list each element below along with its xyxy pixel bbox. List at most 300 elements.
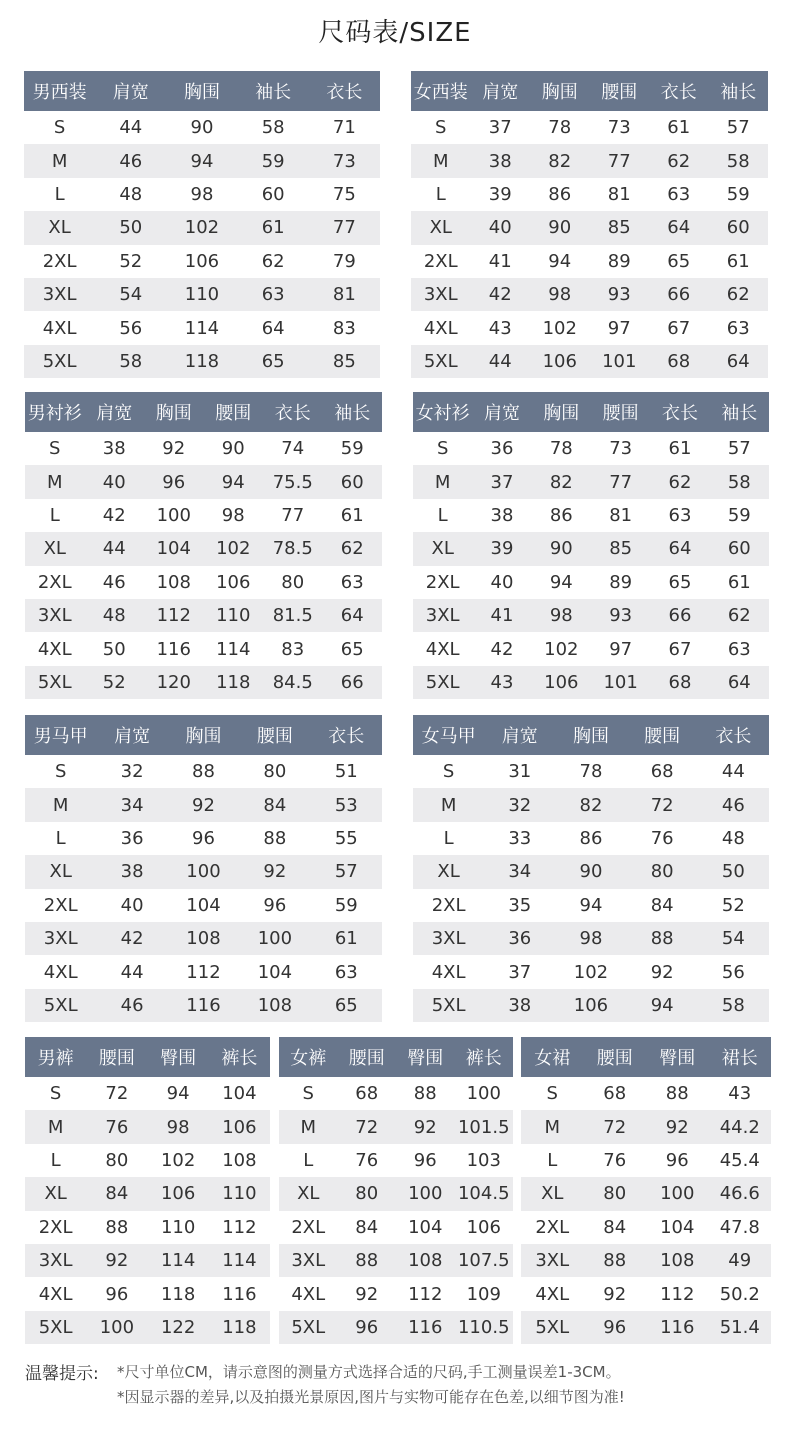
- size-cell: 3XL: [25, 1244, 86, 1277]
- measurement-cell: 62: [710, 599, 769, 632]
- table-row: [279, 1077, 513, 1110]
- notes-line-1: *尺寸单位CM，请示意图的测量方式选择合适的尺码,手工测量误差1-3CM。: [117, 1363, 621, 1381]
- header-row: [411, 71, 768, 111]
- measurement-cell: 62: [649, 144, 709, 177]
- measurement-cell: 84.5: [263, 666, 323, 699]
- table-row: [279, 1211, 513, 1244]
- measurement-cell: 102: [166, 211, 237, 244]
- measurement-cell: 73: [609, 438, 633, 460]
- measurement-cell: 110: [160, 1216, 196, 1238]
- table-row: [411, 278, 768, 311]
- measurement-cell: 61: [727, 571, 751, 593]
- table-row: [279, 1144, 513, 1177]
- table-row: [25, 1277, 270, 1310]
- header-row: [279, 1037, 513, 1077]
- size-cell: S: [436, 438, 449, 460]
- size-cell: M: [25, 1110, 86, 1143]
- measurement-cell: 50: [102, 638, 126, 660]
- measurement-cell: 50: [698, 855, 769, 888]
- measurement-cell: 50: [95, 211, 166, 244]
- measurement-cell: 103: [466, 1149, 501, 1171]
- measurement-cell: 42: [471, 278, 531, 311]
- column-header: 肩宽: [85, 392, 145, 432]
- measurement-cell: 104: [257, 961, 293, 983]
- measurement-cell: 81: [309, 278, 380, 311]
- measurement-cell: 122: [148, 1311, 209, 1344]
- size-cell: M: [279, 1110, 338, 1143]
- measurement-cell: 34: [484, 855, 555, 888]
- size-cell: L: [435, 183, 446, 205]
- measurement-cell: 63: [726, 317, 750, 339]
- measurement-cell: 42: [102, 504, 126, 526]
- measurement-cell: 110: [204, 599, 264, 632]
- measurement-cell: 90: [555, 855, 626, 888]
- size-cell: S: [546, 1083, 558, 1105]
- table-row: [279, 1277, 513, 1310]
- measurement-cell: 58: [261, 117, 285, 139]
- measurement-cell: 56: [119, 317, 143, 339]
- measurement-cell: 90: [530, 211, 590, 244]
- measurement-cell: 96: [263, 894, 287, 916]
- measurement-cell: 73: [607, 117, 631, 139]
- measurement-cell: 92: [168, 788, 239, 821]
- measurement-cell: 102: [160, 1149, 196, 1171]
- measurement-cell: 41: [472, 599, 531, 632]
- measurement-cell: 106: [532, 666, 591, 699]
- size-cell: 4XL: [535, 1283, 570, 1305]
- measurement-cell: 98: [555, 922, 626, 955]
- table-row: [24, 178, 380, 211]
- measurement-cell: 52: [721, 894, 745, 916]
- measurement-cell: 62: [650, 465, 709, 498]
- measurement-cell: 80: [584, 1177, 647, 1210]
- garment-type-header: 女西装: [411, 71, 471, 111]
- size-cell: XL: [411, 211, 471, 244]
- measurement-cell: 98: [190, 183, 214, 205]
- measurement-cell: 96: [665, 1149, 689, 1171]
- measurement-cell: 82: [530, 144, 590, 177]
- table-men-vest: [25, 715, 382, 1022]
- measurement-cell: 92: [646, 1110, 709, 1143]
- garment-type-header: 女马甲: [413, 715, 484, 755]
- measurement-cell: 53: [311, 788, 382, 821]
- measurement-cell: 96: [338, 1311, 397, 1344]
- table-row: [521, 1077, 771, 1110]
- measurement-cell: 110.5: [455, 1311, 514, 1344]
- measurement-cell: 108: [239, 989, 310, 1022]
- measurement-cell: 100: [156, 504, 191, 526]
- column-header: 袖长: [710, 392, 769, 432]
- measurement-cell: 108: [222, 1149, 257, 1171]
- measurement-cell: 60: [710, 532, 769, 565]
- size-cell: 3XL: [24, 278, 95, 311]
- measurement-cell: 38: [484, 989, 555, 1022]
- table-row: [413, 499, 769, 532]
- table-row: [25, 955, 382, 988]
- measurement-cell: 59: [726, 183, 750, 205]
- size-cell: 5XL: [25, 1311, 86, 1344]
- measurement-cell: 92: [396, 1110, 455, 1143]
- measurement-cell: 68: [650, 666, 709, 699]
- measurement-cell: 97: [609, 638, 633, 660]
- garment-type-header: 女衬衫: [413, 392, 472, 432]
- measurement-cell: 92: [603, 1283, 627, 1305]
- table-row: [411, 245, 768, 278]
- measurement-cell: 50.2: [719, 1283, 760, 1305]
- measurement-cell: 98: [148, 1110, 209, 1143]
- measurement-cell: 51.4: [709, 1311, 772, 1344]
- table-row: [25, 566, 382, 599]
- measurement-cell: 42: [96, 922, 167, 955]
- column-header: 裤长: [209, 1037, 270, 1077]
- measurement-cell: 44: [85, 532, 145, 565]
- measurement-cell: 120: [144, 666, 204, 699]
- size-cell: 2XL: [425, 571, 460, 593]
- measurement-cell: 84: [603, 1216, 627, 1238]
- measurement-cell: 60: [261, 183, 285, 205]
- measurement-cell: 76: [86, 1110, 147, 1143]
- measurement-cell: 109: [466, 1283, 501, 1305]
- table-row: [25, 889, 382, 922]
- table-row: [279, 1110, 513, 1143]
- measurement-cell: 114: [209, 1244, 270, 1277]
- size-cell: 3XL: [413, 922, 484, 955]
- measurement-cell: 104: [660, 1216, 695, 1238]
- measurement-cell: 67: [668, 638, 692, 660]
- size-cell: 2XL: [535, 1216, 570, 1238]
- table-row: [521, 1144, 771, 1177]
- size-cell: 2XL: [42, 250, 77, 272]
- table-row: [279, 1177, 513, 1210]
- table-row: [413, 465, 769, 498]
- size-cell: XL: [413, 855, 484, 888]
- measurement-cell: 93: [591, 599, 650, 632]
- table-row: [413, 666, 769, 699]
- size-cell: 4XL: [291, 1283, 326, 1305]
- table-row: [25, 1244, 270, 1277]
- measurement-cell: 88: [263, 827, 287, 849]
- header-row: [25, 392, 382, 432]
- size-cell: M: [25, 788, 96, 821]
- measurement-cell: 94: [166, 144, 237, 177]
- measurement-cell: 88: [665, 1083, 689, 1105]
- size-cell: XL: [24, 211, 95, 244]
- measurement-cell: 108: [396, 1244, 455, 1277]
- measurement-cell: 85: [591, 532, 650, 565]
- measurement-cell: 72: [627, 788, 698, 821]
- measurement-cell: 112: [222, 1216, 257, 1238]
- column-header: 袖长: [709, 71, 769, 111]
- measurement-cell: 85: [590, 211, 650, 244]
- table-row: [25, 822, 382, 855]
- table-row: [413, 822, 769, 855]
- measurement-cell: 101.5: [455, 1110, 514, 1143]
- size-cell: L: [303, 1149, 314, 1171]
- measurement-cell: 35: [508, 894, 532, 916]
- measurement-cell: 89: [609, 571, 633, 593]
- measurement-cell: 43: [728, 1083, 752, 1105]
- measurement-cell: 100: [466, 1083, 501, 1105]
- measurement-cell: 61: [668, 438, 692, 460]
- measurement-cell: 39: [472, 532, 531, 565]
- measurement-cell: 39: [488, 183, 512, 205]
- table-row: [25, 599, 382, 632]
- measurement-cell: 104: [222, 1083, 257, 1105]
- table-row: [413, 989, 769, 1022]
- column-header: 肩宽: [95, 71, 166, 111]
- measurement-cell: 57: [726, 117, 750, 139]
- measurement-cell: 116: [168, 989, 239, 1022]
- table-row: [521, 1311, 771, 1344]
- measurement-cell: 90: [221, 438, 245, 460]
- measurement-cell: 37: [508, 961, 532, 983]
- measurement-cell: 38: [102, 438, 126, 460]
- measurement-cell: 92: [239, 855, 310, 888]
- measurement-cell: 38: [96, 855, 167, 888]
- measurement-cell: 64: [649, 211, 709, 244]
- column-header: 臀围: [396, 1037, 455, 1077]
- size-cell: L: [443, 827, 454, 849]
- column-header: 胸围: [144, 392, 204, 432]
- size-cell: 3XL: [411, 278, 471, 311]
- measurement-cell: 63: [667, 183, 691, 205]
- measurement-cell: 112: [408, 1283, 443, 1305]
- table-women-suit: [411, 71, 768, 378]
- measurement-cell: 92: [86, 1244, 147, 1277]
- header-row: [413, 392, 769, 432]
- measurement-cell: 84: [239, 788, 310, 821]
- measurement-cell: 44: [119, 117, 143, 139]
- header-row: [24, 71, 380, 111]
- size-cell: 2XL: [43, 894, 78, 916]
- measurement-cell: 44: [471, 345, 531, 378]
- measurement-cell: 80: [627, 855, 698, 888]
- column-header: 肩宽: [96, 715, 167, 755]
- size-cell: XL: [25, 855, 96, 888]
- size-cell: 5XL: [279, 1311, 338, 1344]
- measurement-cell: 89: [607, 250, 631, 272]
- measurement-cell: 65: [238, 345, 309, 378]
- table-row: [413, 632, 769, 665]
- measurement-cell: 41: [488, 250, 512, 272]
- measurement-cell: 82: [532, 465, 591, 498]
- measurement-cell: 78: [579, 761, 603, 783]
- table-row: [413, 532, 769, 565]
- measurement-cell: 77: [591, 465, 650, 498]
- measurement-cell: 80: [105, 1149, 129, 1171]
- table-row: [25, 465, 382, 498]
- size-cell: M: [413, 465, 472, 498]
- measurement-cell: 52: [119, 250, 143, 272]
- measurement-cell: 94: [204, 465, 264, 498]
- column-header: 衣长: [263, 392, 323, 432]
- measurement-cell: 85: [309, 345, 380, 378]
- size-cell: L: [437, 504, 448, 526]
- header-row: [521, 1037, 771, 1077]
- table-women-vest: [413, 715, 769, 1022]
- measurement-cell: 44: [721, 761, 745, 783]
- size-cell: 2XL: [431, 894, 466, 916]
- measurement-cell: 81.5: [263, 599, 323, 632]
- measurement-cell: 98: [221, 504, 245, 526]
- table-row: [25, 788, 382, 821]
- measurement-cell: 58: [95, 345, 166, 378]
- size-cell: 2XL: [38, 1216, 73, 1238]
- measurement-cell: 57: [311, 855, 382, 888]
- measurement-cell: 65: [311, 989, 382, 1022]
- column-header: 肩宽: [484, 715, 555, 755]
- size-cell: M: [411, 144, 471, 177]
- measurement-cell: 56: [721, 961, 745, 983]
- measurement-cell: 62: [261, 250, 285, 272]
- table-row: [413, 922, 769, 955]
- table-row: [521, 1211, 771, 1244]
- notes-line-2: *因显示器的差异,以及拍摄光景原因,图片与实物可能存在色差,以细节图为准!: [117, 1388, 625, 1406]
- measurement-cell: 94: [627, 989, 698, 1022]
- measurement-cell: 72: [584, 1110, 647, 1143]
- measurement-cell: 43: [488, 317, 512, 339]
- size-cell: 2XL: [423, 250, 458, 272]
- table-row: [25, 1177, 270, 1210]
- measurement-cell: 64: [261, 317, 285, 339]
- column-header: 腰围: [338, 1037, 397, 1077]
- measurement-cell: 61: [238, 211, 309, 244]
- column-header: 臀围: [148, 1037, 209, 1077]
- measurement-cell: 116: [646, 1311, 709, 1344]
- measurement-cell: 80: [281, 571, 305, 593]
- measurement-cell: 102: [573, 961, 609, 983]
- header-row: [25, 1037, 270, 1077]
- measurement-cell: 114: [184, 317, 220, 339]
- measurement-cell: 71: [332, 117, 356, 139]
- size-cell: 2XL: [37, 571, 72, 593]
- measurement-cell: 58: [710, 465, 769, 498]
- measurement-cell: 58: [698, 989, 769, 1022]
- table-men-pants: [25, 1037, 270, 1344]
- measurement-cell: 112: [186, 961, 221, 983]
- table-row: [521, 1277, 771, 1310]
- measurement-cell: 79: [332, 250, 356, 272]
- size-cell: S: [53, 117, 66, 139]
- column-header: 衣长: [309, 71, 380, 111]
- table-row: [413, 855, 769, 888]
- measurement-cell: 77: [281, 504, 305, 526]
- column-header: 肩宽: [471, 71, 531, 111]
- table-row: [413, 889, 769, 922]
- table-row: [25, 989, 382, 1022]
- measurement-cell: 51: [334, 761, 358, 783]
- measurement-cell: 64: [650, 532, 709, 565]
- size-cell: 2XL: [291, 1216, 326, 1238]
- measurement-cell: 80: [263, 761, 287, 783]
- measurement-cell: 59: [334, 894, 358, 916]
- measurement-cell: 110: [209, 1177, 270, 1210]
- measurement-cell: 60: [709, 211, 769, 244]
- measurement-cell: 84: [355, 1216, 379, 1238]
- garment-type-header: 男衬衫: [25, 392, 85, 432]
- column-header: 腰围: [86, 1037, 147, 1077]
- measurement-cell: 86: [549, 504, 573, 526]
- measurement-cell: 46: [96, 989, 167, 1022]
- measurement-cell: 100: [396, 1177, 455, 1210]
- measurement-cell: 40: [120, 894, 144, 916]
- measurement-cell: 59: [727, 504, 751, 526]
- measurement-cell: 106: [148, 1177, 209, 1210]
- measurement-cell: 108: [168, 922, 239, 955]
- measurement-cell: 92: [162, 438, 186, 460]
- column-header: 腰围: [627, 715, 698, 755]
- table-row: [413, 755, 769, 788]
- measurement-cell: 106: [555, 989, 626, 1022]
- measurement-cell: 63: [334, 961, 358, 983]
- measurement-cell: 75.5: [263, 465, 323, 498]
- garment-type-header: 女裤: [279, 1037, 338, 1077]
- measurement-cell: 96: [144, 465, 204, 498]
- column-header: 腰围: [239, 715, 310, 755]
- size-cell: XL: [279, 1177, 338, 1210]
- measurement-cell: 66: [323, 666, 383, 699]
- garment-type-header: 男马甲: [25, 715, 96, 755]
- column-header: 腰围: [591, 392, 650, 432]
- measurement-cell: 101: [591, 666, 650, 699]
- measurement-cell: 86: [548, 183, 572, 205]
- measurement-cell: 37: [488, 117, 512, 139]
- measurement-cell: 88: [584, 1244, 647, 1277]
- measurement-cell: 59: [238, 144, 309, 177]
- size-cell: M: [24, 144, 95, 177]
- measurement-cell: 65: [340, 638, 364, 660]
- measurement-cell: 54: [698, 922, 769, 955]
- measurement-cell: 66: [650, 599, 709, 632]
- column-header: 胸围: [532, 392, 591, 432]
- measurement-cell: 36: [484, 922, 555, 955]
- measurement-cell: 106: [466, 1216, 501, 1238]
- table-row: [413, 599, 769, 632]
- measurement-cell: 75: [332, 183, 356, 205]
- measurement-cell: 66: [649, 278, 709, 311]
- measurement-cell: 65: [668, 571, 692, 593]
- measurement-cell: 100: [168, 855, 239, 888]
- measurement-cell: 88: [105, 1216, 129, 1238]
- measurement-cell: 40: [471, 211, 531, 244]
- measurement-cell: 114: [148, 1244, 209, 1277]
- table-row: [413, 788, 769, 821]
- size-cell: 4XL: [38, 1283, 73, 1305]
- table-row: [413, 566, 769, 599]
- size-cell: 4XL: [37, 638, 72, 660]
- measurement-cell: 46: [95, 144, 166, 177]
- measurement-cell: 82: [555, 788, 626, 821]
- table-row: [279, 1244, 513, 1277]
- table-row: [411, 111, 768, 144]
- measurement-cell: 46: [698, 788, 769, 821]
- column-header: 臀围: [646, 1037, 709, 1077]
- measurement-cell: 78: [548, 117, 572, 139]
- measurement-cell: 48: [85, 599, 145, 632]
- table-row: [25, 922, 382, 955]
- measurement-cell: 112: [144, 599, 204, 632]
- size-cell: 4XL: [43, 961, 78, 983]
- measurement-cell: 88: [338, 1244, 397, 1277]
- size-cell: S: [442, 761, 455, 783]
- measurement-cell: 34: [96, 788, 167, 821]
- measurement-cell: 43: [472, 666, 531, 699]
- size-cell: S: [54, 761, 67, 783]
- size-cell: 5XL: [413, 666, 472, 699]
- size-cell: S: [435, 117, 447, 139]
- size-cell: 4XL: [425, 638, 460, 660]
- measurement-cell: 48: [119, 183, 143, 205]
